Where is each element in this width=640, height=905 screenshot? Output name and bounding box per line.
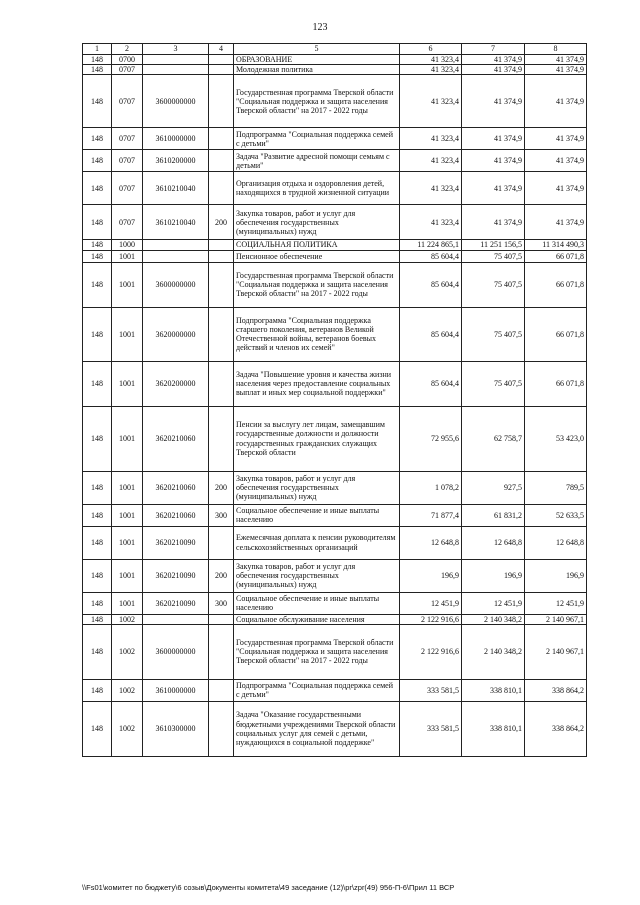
cell-amount-2021: 12 451,9 [462, 592, 525, 614]
cell-name: Государственная программа Тверской области "Социальная поддержка и защита населения Тверской области" на 2017 - 2022 годы [234, 75, 400, 128]
cell-name: Задача "Развитие адресной помощи семьям с детьми" [234, 150, 400, 172]
cell-section: 0707 [112, 172, 143, 205]
cell-expense-type [209, 250, 234, 262]
cell-amount-2022: 41 374,9 [525, 150, 587, 172]
cell-amount-2021: 2 140 348,2 [462, 614, 525, 624]
cell-amount-2021: 11 251 156,5 [462, 240, 525, 250]
cell-target-code: 3600000000 [143, 624, 209, 679]
cell-amount-2022: 196,9 [525, 559, 587, 592]
cell-amount-2021: 41 374,9 [462, 65, 525, 75]
table-row [83, 240, 587, 250]
cell-rz: 148 [83, 75, 112, 128]
cell-section: 1002 [112, 614, 143, 624]
cell-rz: 148 [83, 307, 112, 361]
cell-amount-2022: 12 451,9 [525, 592, 587, 614]
cell-amount-2022: 66 071,8 [525, 250, 587, 262]
cell-amount-2020: 41 323,4 [400, 150, 462, 172]
cell-name: Пенсионное обеспечение [234, 250, 400, 262]
cell-name: Ежемесячная доплата к пенсии руководителям сельскохозяйственных организаций [234, 526, 400, 559]
table-row [83, 172, 587, 205]
cell-rz: 148 [83, 504, 112, 526]
table-row [83, 471, 587, 504]
cell-expense-type: 300 [209, 592, 234, 614]
cell-expense-type: 200 [209, 471, 234, 504]
cell-expense-type: 300 [209, 504, 234, 526]
table-row [83, 592, 587, 614]
cell-target-code: 3600000000 [143, 262, 209, 307]
cell-amount-2020: 85 604,4 [400, 250, 462, 262]
cell-name: Задача "Повышение уровня и качества жизни населения через предоставление социальных выплат и иных мер социальной поддержки" [234, 361, 400, 406]
cell-expense-type [209, 172, 234, 205]
cell-amount-2022: 52 633,5 [525, 504, 587, 526]
cell-expense-type [209, 75, 234, 128]
cell-section: 1001 [112, 526, 143, 559]
cell-amount-2020: 41 323,4 [400, 75, 462, 128]
cell-amount-2021: 927,5 [462, 471, 525, 504]
cell-section: 1001 [112, 471, 143, 504]
cell-target-code: 3620210090 [143, 592, 209, 614]
cell-name: Подпрограмма "Социальная поддержка семей с детьми" [234, 128, 400, 150]
cell-amount-2020: 85 604,4 [400, 262, 462, 307]
cell-amount-2020: 85 604,4 [400, 361, 462, 406]
cell-amount-2020: 41 323,4 [400, 65, 462, 75]
cell-amount-2022: 41 374,9 [525, 205, 587, 240]
cell-name: Подпрограмма "Социальная поддержка старшего поколения, ветеранов Великой Отечественной войны, ветеранов боевых действий и членов их семей" [234, 307, 400, 361]
column-header: 1 [83, 44, 112, 55]
cell-expense-type [209, 679, 234, 701]
table-row [83, 250, 587, 262]
cell-rz: 148 [83, 55, 112, 65]
column-header: 2 [112, 44, 143, 55]
cell-target-code: 3620200000 [143, 361, 209, 406]
cell-name: СОЦИАЛЬНАЯ ПОЛИТИКА [234, 240, 400, 250]
cell-section: 1001 [112, 307, 143, 361]
cell-target-code: 3610200000 [143, 150, 209, 172]
cell-amount-2021: 75 407,5 [462, 250, 525, 262]
cell-amount-2021: 338 810,1 [462, 701, 525, 756]
table-row [83, 75, 587, 128]
cell-amount-2020: 333 581,5 [400, 679, 462, 701]
cell-target-code: 3610300000 [143, 701, 209, 756]
table-row [83, 701, 587, 756]
cell-amount-2020: 196,9 [400, 559, 462, 592]
cell-section: 0707 [112, 128, 143, 150]
cell-amount-2020: 41 323,4 [400, 205, 462, 240]
cell-expense-type [209, 526, 234, 559]
cell-rz: 148 [83, 701, 112, 756]
cell-target-code: 3620210090 [143, 559, 209, 592]
cell-section: 1001 [112, 361, 143, 406]
cell-amount-2022: 41 374,9 [525, 128, 587, 150]
cell-amount-2021: 75 407,5 [462, 262, 525, 307]
cell-amount-2021: 2 140 348,2 [462, 624, 525, 679]
table-row [83, 65, 587, 75]
cell-rz: 148 [83, 150, 112, 172]
table-row [83, 614, 587, 624]
table-row [83, 128, 587, 150]
cell-amount-2020: 2 122 916,6 [400, 614, 462, 624]
cell-expense-type [209, 150, 234, 172]
cell-section: 1002 [112, 679, 143, 701]
table-row [83, 205, 587, 240]
cell-rz: 148 [83, 471, 112, 504]
cell-amount-2022: 2 140 967,1 [525, 614, 587, 624]
cell-expense-type [209, 361, 234, 406]
cell-amount-2021: 41 374,9 [462, 55, 525, 65]
cell-section: 1001 [112, 250, 143, 262]
cell-rz: 148 [83, 592, 112, 614]
cell-amount-2022: 53 423,0 [525, 406, 587, 471]
cell-expense-type [209, 624, 234, 679]
cell-amount-2021: 338 810,1 [462, 679, 525, 701]
cell-amount-2020: 41 323,4 [400, 55, 462, 65]
cell-amount-2022: 66 071,8 [525, 262, 587, 307]
cell-expense-type: 200 [209, 205, 234, 240]
cell-amount-2022: 66 071,8 [525, 307, 587, 361]
column-header: 8 [525, 44, 587, 55]
cell-expense-type: 200 [209, 559, 234, 592]
cell-rz: 148 [83, 172, 112, 205]
cell-amount-2021: 196,9 [462, 559, 525, 592]
cell-rz: 148 [83, 65, 112, 75]
cell-amount-2020: 12 451,9 [400, 592, 462, 614]
cell-section: 1001 [112, 406, 143, 471]
cell-section: 0700 [112, 55, 143, 65]
cell-amount-2022: 2 140 967,1 [525, 624, 587, 679]
cell-rz: 148 [83, 250, 112, 262]
cell-name: ОБРАЗОВАНИЕ [234, 55, 400, 65]
cell-amount-2021: 41 374,9 [462, 128, 525, 150]
column-header: 5 [234, 44, 400, 55]
cell-amount-2022: 789,5 [525, 471, 587, 504]
cell-rz: 148 [83, 526, 112, 559]
cell-expense-type [209, 128, 234, 150]
cell-target-code [143, 240, 209, 250]
cell-amount-2021: 75 407,5 [462, 361, 525, 406]
cell-amount-2020: 333 581,5 [400, 701, 462, 756]
table-row [83, 361, 587, 406]
cell-target-code [143, 65, 209, 75]
cell-name: Закупка товаров, работ и услуг для обеспечения государственных (муниципальных) нужд [234, 559, 400, 592]
cell-name: Закупка товаров, работ и услуг для обеспечения государственных (муниципальных) нужд [234, 205, 400, 240]
cell-amount-2021: 41 374,9 [462, 150, 525, 172]
table-row [83, 559, 587, 592]
cell-section: 0707 [112, 75, 143, 128]
cell-amount-2020: 41 323,4 [400, 128, 462, 150]
cell-amount-2021: 12 648,8 [462, 526, 525, 559]
cell-expense-type [209, 55, 234, 65]
cell-section: 0707 [112, 65, 143, 75]
cell-target-code: 3610210040 [143, 172, 209, 205]
table-row [83, 406, 587, 471]
cell-amount-2022: 41 374,9 [525, 75, 587, 128]
cell-name: Задача "Оказание государственными бюджетными учреждениями Тверской области социальных услуг для семей с детьми, нуждающихся в социальной поддержке" [234, 701, 400, 756]
cell-section: 1000 [112, 240, 143, 250]
cell-amount-2020: 72 955,6 [400, 406, 462, 471]
cell-amount-2020: 11 224 865,1 [400, 240, 462, 250]
column-header: 3 [143, 44, 209, 55]
cell-expense-type [209, 406, 234, 471]
cell-rz: 148 [83, 559, 112, 592]
table-row [83, 150, 587, 172]
cell-amount-2020: 41 323,4 [400, 172, 462, 205]
column-header: 6 [400, 44, 462, 55]
cell-name: Подпрограмма "Социальная поддержка семей с детьми" [234, 679, 400, 701]
cell-amount-2020: 2 122 916,6 [400, 624, 462, 679]
cell-rz: 148 [83, 205, 112, 240]
column-header: 4 [209, 44, 234, 55]
cell-name: Закупка товаров, работ и услуг для обеспечения государственных (муниципальных) нужд [234, 471, 400, 504]
cell-section: 1001 [112, 262, 143, 307]
cell-target-code [143, 55, 209, 65]
cell-target-code [143, 614, 209, 624]
table-row [83, 624, 587, 679]
budget-table [82, 43, 587, 757]
cell-rz: 148 [83, 406, 112, 471]
cell-amount-2022: 338 864,2 [525, 701, 587, 756]
cell-rz: 148 [83, 679, 112, 701]
cell-amount-2021: 41 374,9 [462, 172, 525, 205]
cell-expense-type [209, 701, 234, 756]
cell-amount-2022: 11 314 490,3 [525, 240, 587, 250]
cell-target-code: 3610210040 [143, 205, 209, 240]
cell-amount-2020: 1 078,2 [400, 471, 462, 504]
table-row [83, 262, 587, 307]
cell-expense-type [209, 240, 234, 250]
cell-target-code: 3610000000 [143, 128, 209, 150]
cell-target-code [143, 250, 209, 262]
table-row [83, 504, 587, 526]
cell-section: 0707 [112, 205, 143, 240]
cell-target-code: 3600000000 [143, 75, 209, 128]
cell-name: Государственная программа Тверской области "Социальная поддержка и защита населения Тверской области" на 2017 - 2022 годы [234, 624, 400, 679]
cell-target-code: 3620210060 [143, 471, 209, 504]
cell-amount-2021: 41 374,9 [462, 205, 525, 240]
cell-target-code: 3620000000 [143, 307, 209, 361]
cell-amount-2020: 85 604,4 [400, 307, 462, 361]
cell-rz: 148 [83, 128, 112, 150]
cell-target-code: 3620210060 [143, 406, 209, 471]
cell-amount-2021: 41 374,9 [462, 75, 525, 128]
cell-rz: 148 [83, 624, 112, 679]
cell-section: 1002 [112, 701, 143, 756]
cell-section: 0707 [112, 150, 143, 172]
column-header: 7 [462, 44, 525, 55]
cell-target-code: 3610000000 [143, 679, 209, 701]
cell-amount-2022: 41 374,9 [525, 65, 587, 75]
table-row [83, 307, 587, 361]
cell-name: Организация отдыха и оздоровления детей, находящихся в трудной жизненной ситуации [234, 172, 400, 205]
cell-amount-2022: 66 071,8 [525, 361, 587, 406]
cell-rz: 148 [83, 262, 112, 307]
cell-amount-2021: 62 758,7 [462, 406, 525, 471]
cell-name: Пенсии за выслугу лет лицам, замещавшим государственные должности и должности государственных гражданских служащих Тверской области [234, 406, 400, 471]
cell-rz: 148 [83, 240, 112, 250]
cell-rz: 148 [83, 614, 112, 624]
cell-amount-2022: 41 374,9 [525, 55, 587, 65]
table-row [83, 526, 587, 559]
cell-amount-2022: 41 374,9 [525, 172, 587, 205]
cell-amount-2020: 12 648,8 [400, 526, 462, 559]
cell-rz: 148 [83, 361, 112, 406]
cell-expense-type [209, 262, 234, 307]
cell-section: 1001 [112, 504, 143, 526]
cell-name: Социальное обеспечение и иные выплаты населению [234, 504, 400, 526]
cell-amount-2022: 12 648,8 [525, 526, 587, 559]
page-number: 123 [312, 22, 328, 33]
table-row [83, 679, 587, 701]
cell-amount-2021: 61 831,2 [462, 504, 525, 526]
cell-amount-2020: 71 877,4 [400, 504, 462, 526]
cell-target-code: 3620210060 [143, 504, 209, 526]
cell-section: 1002 [112, 624, 143, 679]
cell-name: Социальное обслуживание населения [234, 614, 400, 624]
cell-name: Социальное обеспечение и иные выплаты населению [234, 592, 400, 614]
cell-target-code: 3620210090 [143, 526, 209, 559]
cell-expense-type [209, 65, 234, 75]
table-row [83, 55, 587, 65]
cell-expense-type [209, 614, 234, 624]
cell-expense-type [209, 307, 234, 361]
cell-amount-2021: 75 407,5 [462, 307, 525, 361]
table-header-row [83, 44, 587, 55]
cell-name: Государственная программа Тверской области "Социальная поддержка и защита населения Тверской области" на 2017 - 2022 годы [234, 262, 400, 307]
cell-amount-2022: 338 864,2 [525, 679, 587, 701]
cell-name: Молодежная политика [234, 65, 400, 75]
cell-section: 1001 [112, 592, 143, 614]
file-path-footer: \\Fs01\комитет по бюджету\6 созыв\Документы комитета\49 заседание (12)\pr\zpr(49) 956-П-6\Прил 11 ВСР [82, 883, 455, 892]
cell-section: 1001 [112, 559, 143, 592]
